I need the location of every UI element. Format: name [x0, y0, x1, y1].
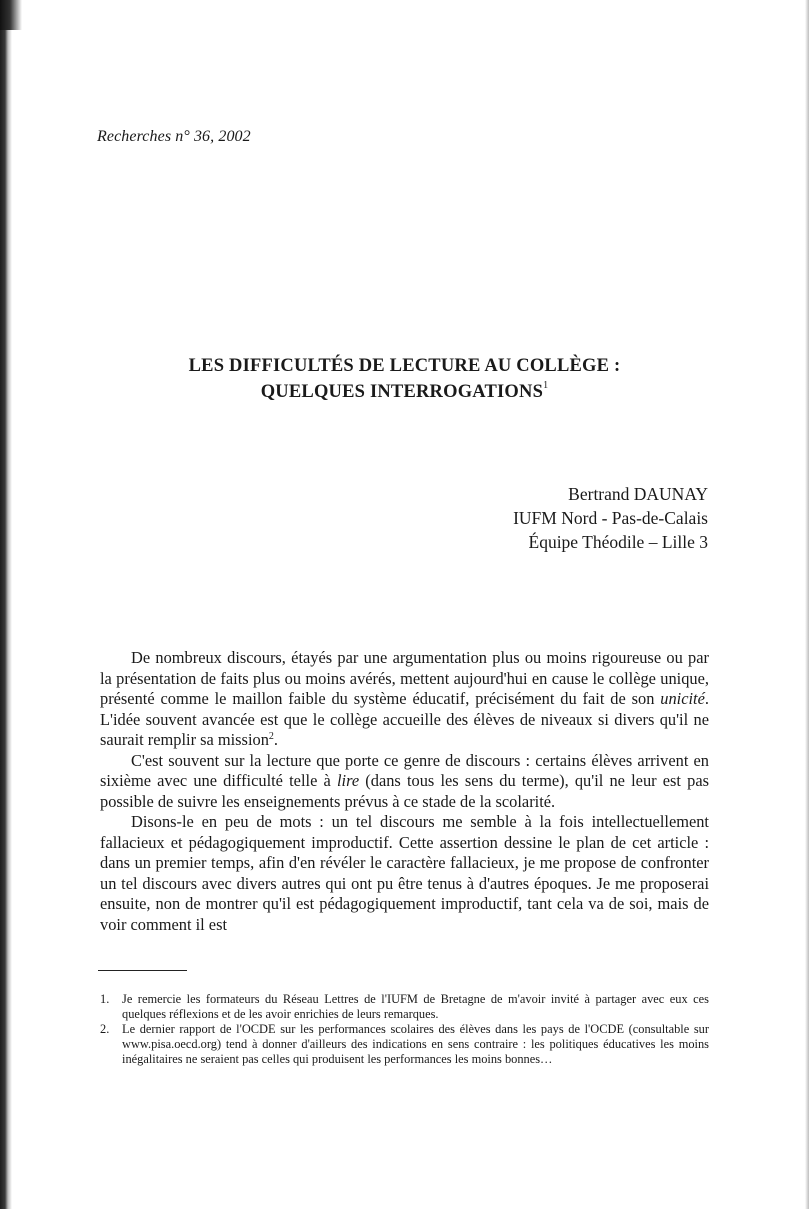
- scan-corner-shadow: [0, 0, 22, 30]
- title-footnote-ref: 1: [543, 380, 549, 391]
- footnote-1: [100, 992, 709, 1022]
- footnote-text: Je remercie les formateurs du Réseau Lettres de l'IUFM de Bretagne de m'avoir invité à partager avec eux ces quelques réflexions et de les avoir enrichies de leurs remarques.: [122, 992, 709, 1021]
- article-title-line-2: [0, 380, 809, 403]
- footnote-separator: [98, 970, 187, 971]
- author-team: Équipe Théodile – Lille 3: [528, 532, 708, 552]
- article-body: [100, 648, 709, 935]
- footnotes: [100, 992, 709, 1067]
- paragraph-1: [100, 648, 709, 751]
- p1-emphasis: unicité: [660, 689, 705, 708]
- footnote-text: Le dernier rapport de l'OCDE sur les performances scolaires des élèves dans les pays de l'OCDE (consultable sur www.pisa.oecd.org) tend à donner d'ailleurs des indications en sens contraire : les politiques éducatives les moins inégalitaires ne seraient pas celles qui produisent les performances les moins bonnes…: [122, 1022, 709, 1066]
- paragraph-3: Disons-le en peu de mots : un tel discours me semble à la fois intellectuellement fallacieux et pédagogiquement improductif. Cette assertion dessine le plan de cet article : dans un premier temps, afin d'en révéler le caractère fallacieux, je me propose de confronter un tel discours avec divers autres qui ont pu être tenus à d'autres époques. Je me proposerai ensuite, non de montrer qu'il est pédagogiquement improductif, tant cela va de soi, mais de voir comment il est: [100, 812, 709, 934]
- footnote-number: 1.: [100, 992, 110, 1006]
- author-institution: IUFM Nord - Pas-de-Calais: [513, 508, 708, 528]
- scan-binding-edge: [0, 0, 12, 1209]
- author-name: Bertrand DAUNAY: [568, 484, 708, 504]
- p2-text-a: C'est souvent sur la lecture que porte ce genre de discours : certains élèves arrivent en sixième avec une difficulté telle à: [100, 750, 709, 790]
- running-head: Recherches n° 36, 2002: [97, 128, 251, 145]
- article-title-line-1: [0, 356, 809, 377]
- paragraph-2: [100, 751, 709, 813]
- p1-text-b: . L'idée souvent avancée est que le collège accueille des élèves de niveaux si divers qu'il ne saurait remplir sa mission: [100, 689, 709, 749]
- p1-footnote-ref: 2: [268, 731, 274, 742]
- scan-right-edge: [805, 0, 809, 1209]
- p1-text-a: De nombreux discours, étayés par une argumentation plus ou moins rigoureuse ou par la présentation de faits plus ou moins avérés, mettent aujourd'hui en cause le collège unique, présenté comme le maillon faible du système éducatif, précisément du fait de son: [100, 648, 709, 708]
- footnote-number: 2.: [100, 1022, 110, 1036]
- p2-text-b: (dans tous les sens du terme), qu'il ne leur est pas possible de suivre les enseignements prévus à ce stade de la scolarité.: [100, 771, 709, 811]
- p1-text-end: .: [273, 730, 278, 749]
- title-text-2: QUELQUES INTERROGATIONS: [260, 382, 544, 402]
- p2-emphasis: lire: [336, 771, 360, 790]
- title-text-1: LES DIFFICULTÉS DE LECTURE AU COLLÈGE :: [188, 356, 621, 376]
- footnote-2: [100, 1022, 709, 1067]
